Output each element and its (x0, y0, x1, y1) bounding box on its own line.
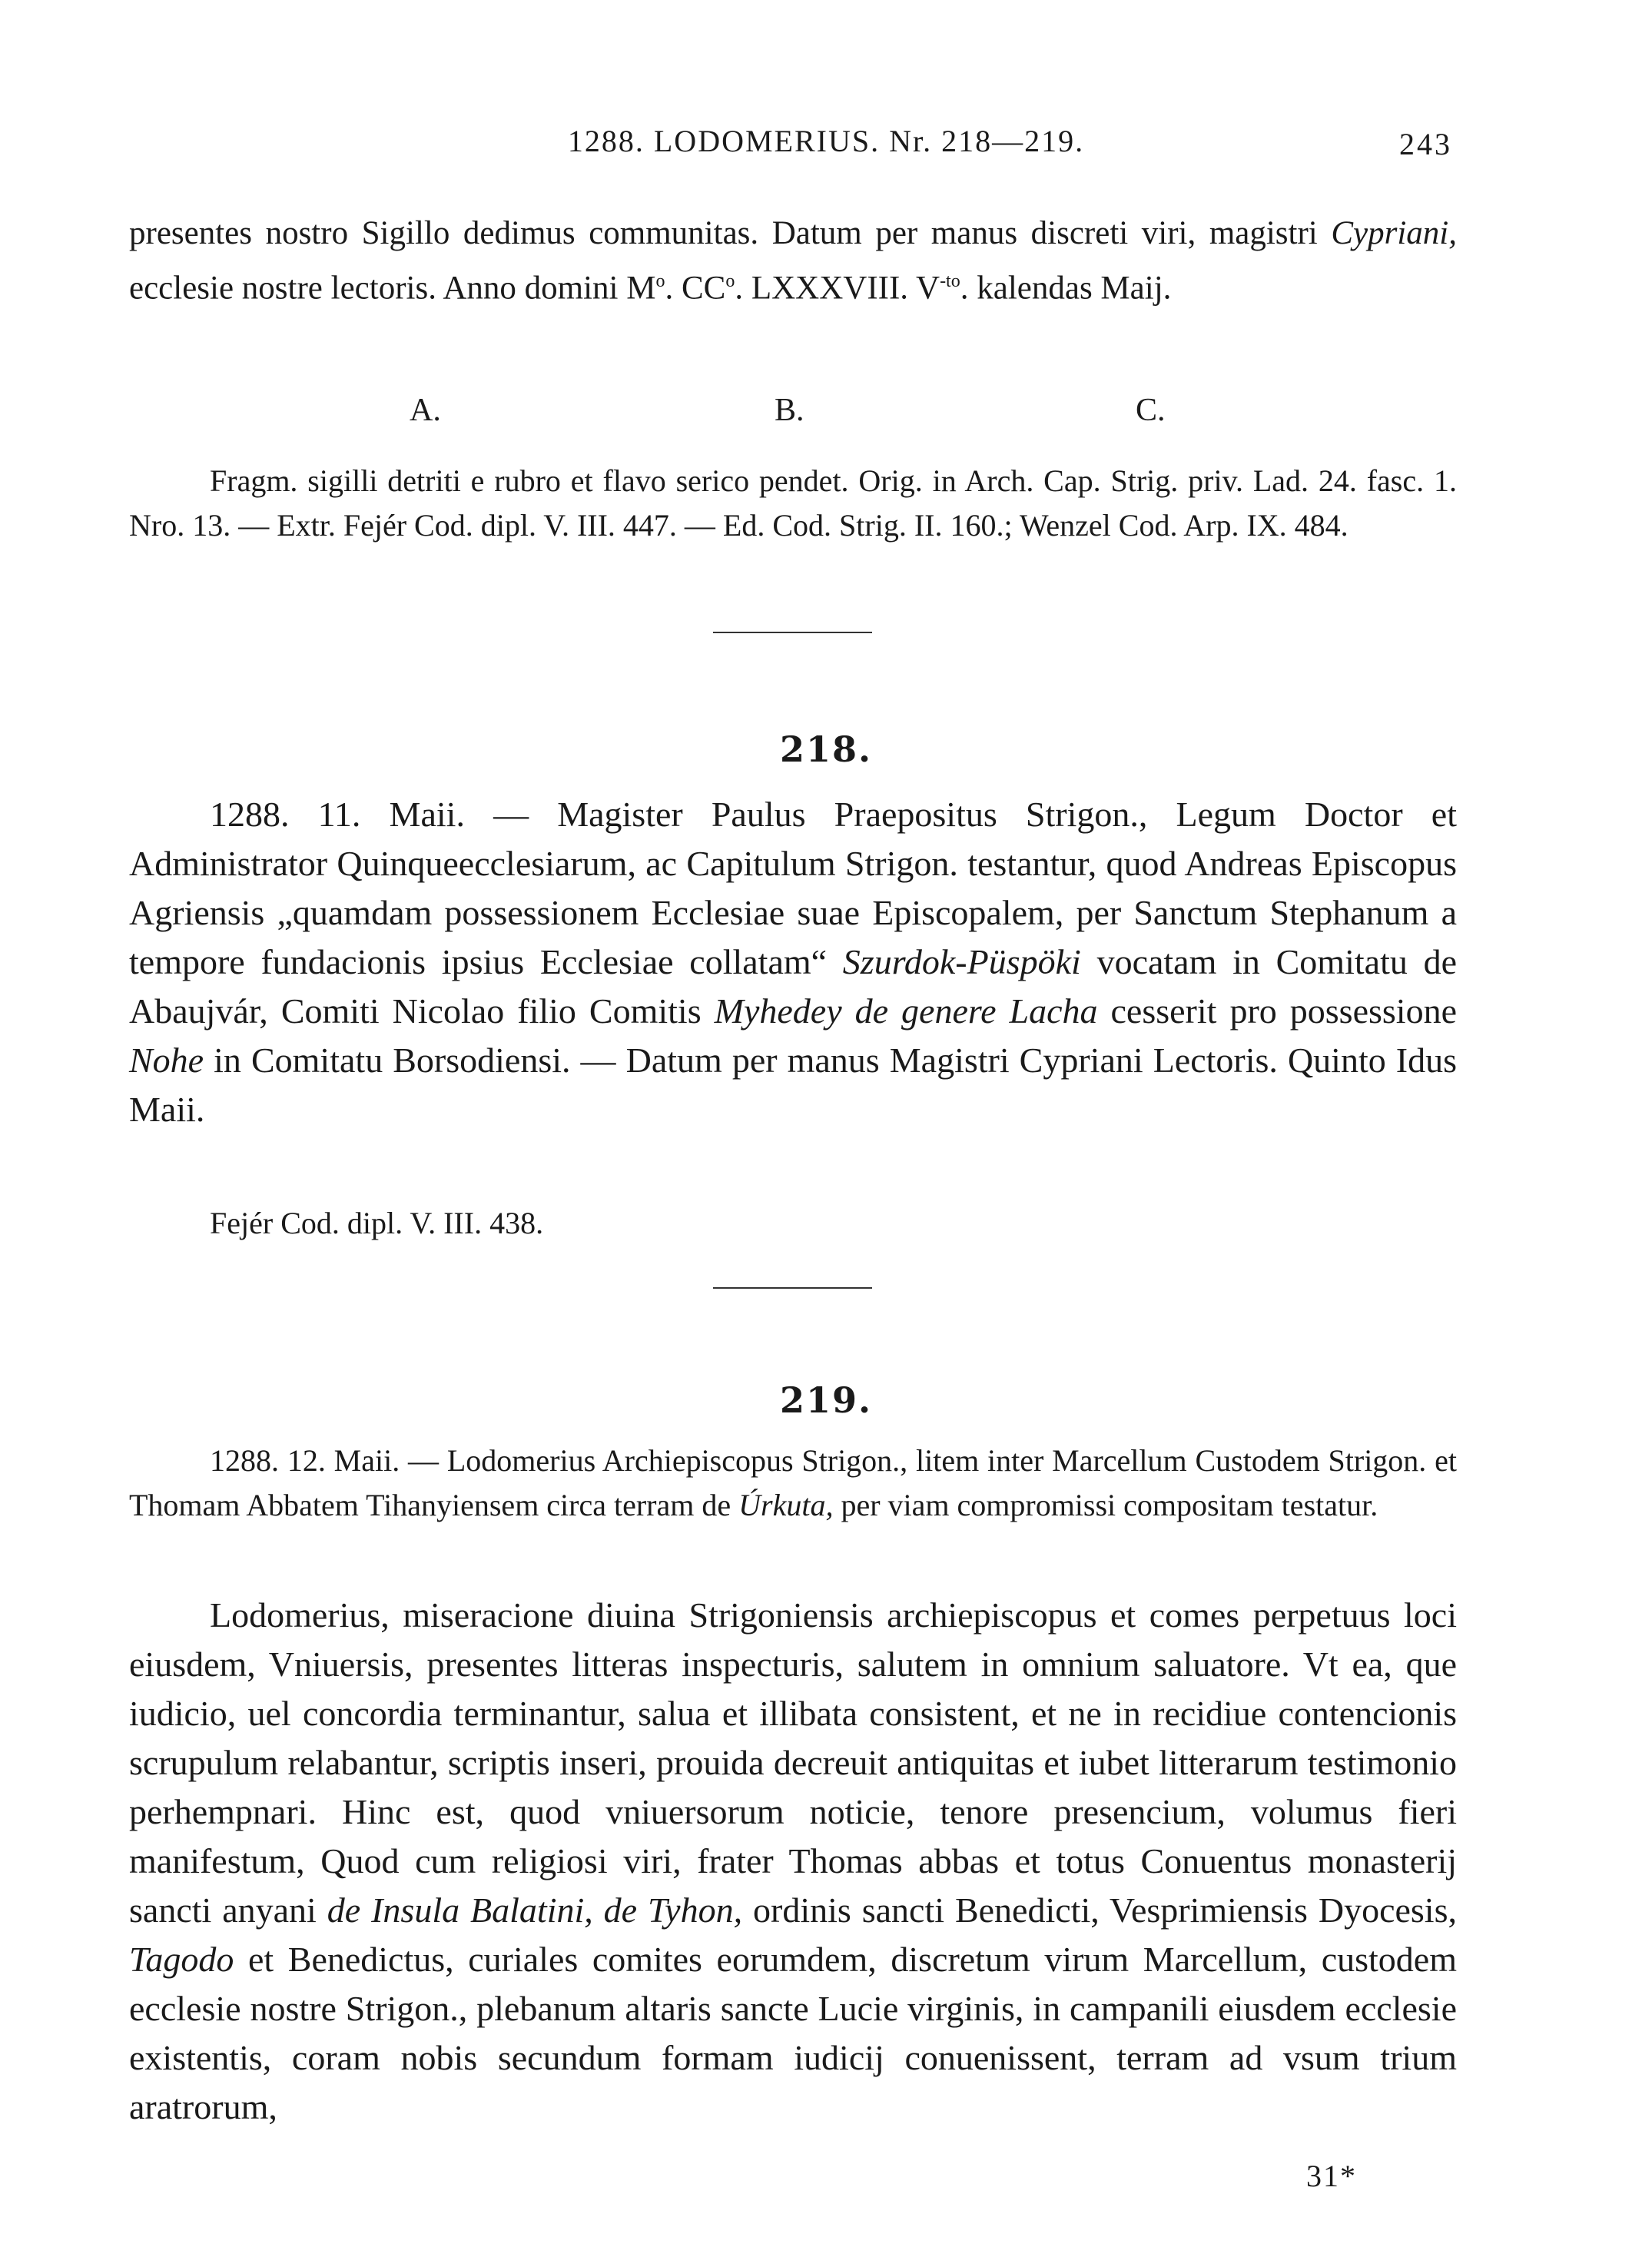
source-218: Fejér Cod. dipl. V. III. 438. (210, 1206, 544, 1240)
person-name: Myhedey de genere Lacha (714, 991, 1098, 1031)
place-name: Nohe (129, 1041, 204, 1080)
regest-219 (129, 1439, 1457, 1528)
document-number-218: 218. (779, 729, 873, 770)
closing-text: . kalendas Maij. (960, 270, 1172, 307)
section-divider (713, 1287, 872, 1289)
closing-italic-name: Cypriani, (1331, 215, 1457, 251)
signature-mark: 31* (1306, 2159, 1357, 2193)
charter-text-219 (129, 1591, 1457, 2132)
chirograph-letter-c: C. (1136, 393, 1166, 428)
regest-text: in Comitatu Borsodiensi. — Datum per manus Magistri Cypriani Lectoris. Quinto Idus Maii. (129, 1041, 1457, 1129)
person-name: Tagodo (129, 1940, 234, 1979)
closing-text: ecclesie nostre lectoris. Anno domini M (129, 270, 656, 307)
regest-text: cesserit pro possessione (1097, 991, 1457, 1031)
chirograph-letter-b: B. (775, 393, 804, 428)
charter-text: Lodomerius, miseracione diuina Strigoniensis archiepiscopus et comes perpetuus loci eiusdem, Vniuersis, presentes litteras inspecturis, salutem in omnium saluatore. Vt ea, que iudicio, uel concordia terminantur, salua et illibata consistent, et ne in recidiue contencionis scrupulum relabantur, scriptis inseri, prouida decreuit antiquitas et iubet litterarum testimonio perhempnari. Hinc est, quod vniuersorum noticie, tenore presencium, volumus fieri manifestum, Quod cum religiosi viri, frater Thomas abbas et totus Conuentus monasterij sancti anyani (129, 1595, 1457, 1930)
superscript: o (655, 271, 665, 291)
regest-text: 1288. 12. Maii. — Lodomerius Archiepiscopus Strigon., litem inter Marcellum Custodem Strigon. et Thomam Abbatem Tihanyiensem circa terram de (129, 1443, 1457, 1522)
superscript: -to (940, 271, 960, 291)
regest-text: per viam compromissi compositam testatur. (833, 1488, 1378, 1522)
chirograph-letters (0, 392, 1652, 438)
section-divider (713, 632, 872, 633)
regest-text: vocatam in Comitatu de Abaujvár, Comiti Nicolao filio Comitis (129, 942, 1457, 1031)
charter-text: et Benedictus, curiales comites eorumdem, discretum virum Marcellum, custodem ecclesie nostre Strigon., plebanum altaris sancte Lucie virginis, in campanili eiusdem ecclesie existentis, coram nobis secundum formam iudicij conuenissent, terram ad vsum trium aratrorum, (129, 1940, 1457, 2126)
document-number-219: 219. (779, 1379, 873, 1421)
superscript: o (725, 271, 735, 291)
previous-document-closing (129, 209, 1457, 312)
place-name: de Insula Balatini, de Tyhon, (327, 1890, 743, 1930)
closing-text: . CC (665, 270, 726, 307)
page-number: 243 (1399, 127, 1452, 161)
place-name: Szurdok-Püspöki (842, 942, 1081, 981)
charter-text: ordinis sancti Benedicti, Vesprimiensis Dyocesis, (742, 1890, 1457, 1930)
closing-text: . LXXXVIII. V (735, 270, 940, 307)
running-head (0, 123, 1652, 169)
regest-text: 1288. 11. Maii. — Magister Paulus Praepositus Strigon., Legum Doctor et Administrator Quinqueecclesiarum, ac Capitulum Strigon. testantur, quod Andreas Episcopus Agriensis „quamdam possessionem Ecclesiae suae Episcopalem, per Sanctum Stephanum a tempore fundacionis ipsius Ecclesiae collatam“ (129, 795, 1457, 981)
running-title: 1288. LODOMERIUS. Nr. 218—219. (567, 124, 1085, 158)
regest-218 (129, 790, 1457, 1134)
seal-note: Fragm. sigilli detriti e rubro et flavo serico pendet. Orig. in Arch. Cap. Strig. priv. Lad. 24. fasc. 1. Nro. 13. — Extr. Fejér Cod. dipl. V. III. 447. — Ed. Cod. Strig. II. 160.; Wenzel Cod. Arp. IX. 484. (129, 463, 1457, 543)
place-name: Úrkuta, (738, 1488, 834, 1522)
closing-text: presentes nostro Sigillo dedimus communitas. Datum per manus discreti viri, magistri (129, 215, 1332, 251)
chirograph-letter-a: A. (410, 393, 441, 428)
